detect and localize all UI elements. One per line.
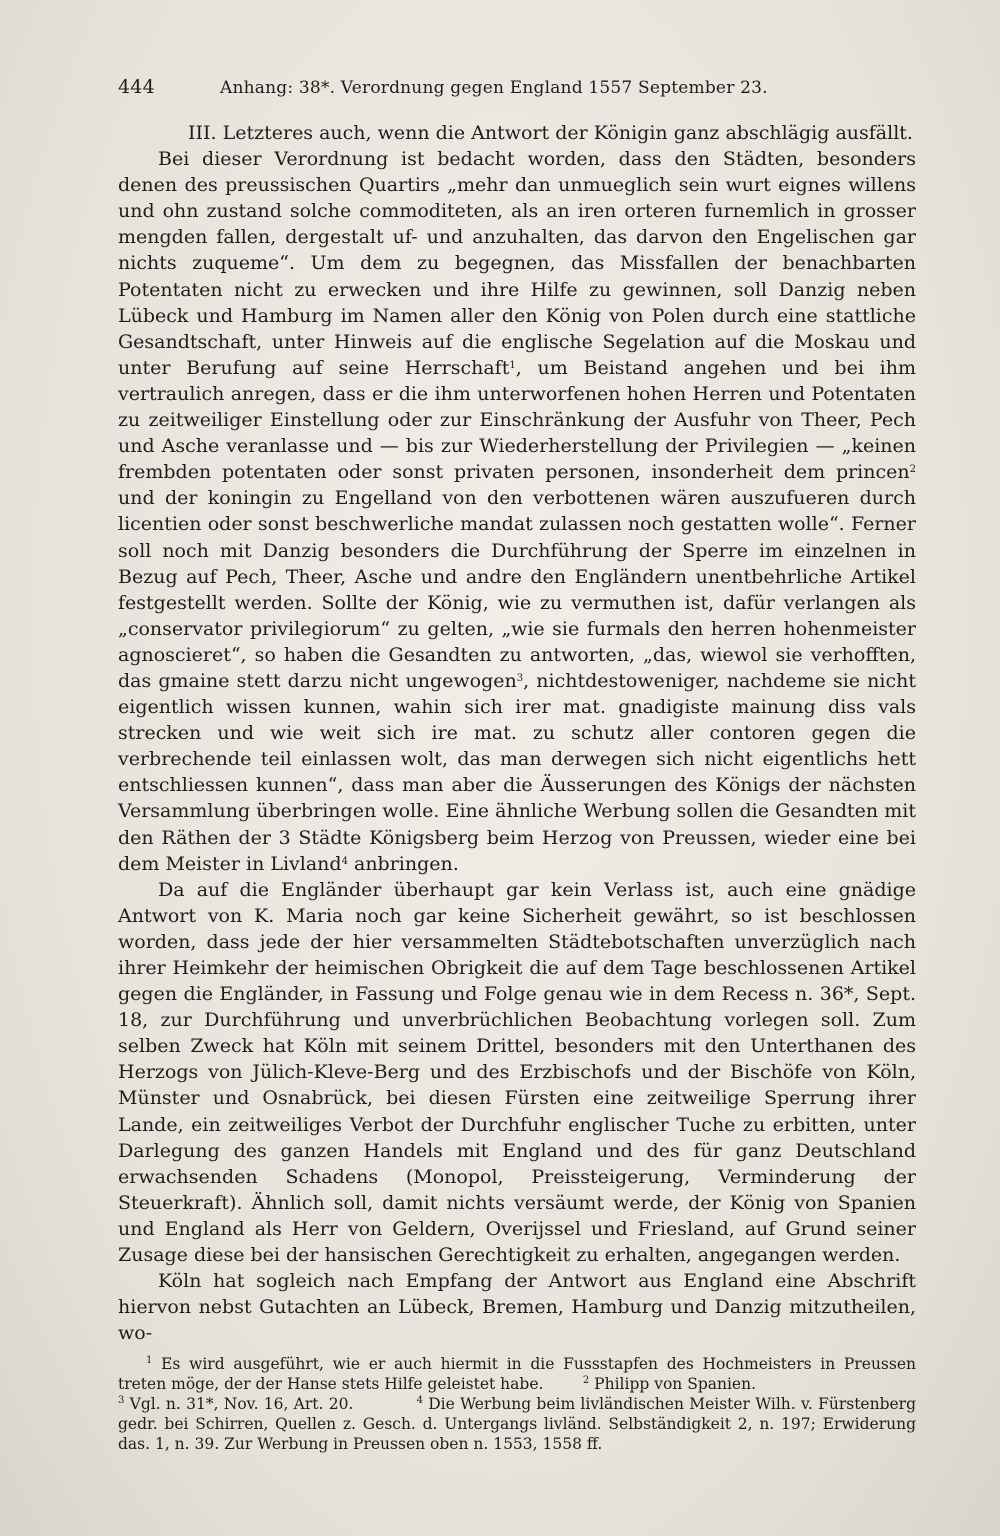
- footnote-number: 1: [146, 1355, 153, 1367]
- footnotes: [118, 1354, 916, 1454]
- footnote-ref-3[interactable]: 3: [516, 672, 524, 684]
- main-text: [118, 120, 916, 1346]
- paragraph-text: anbringen.: [347, 852, 459, 875]
- footnote-ref-2[interactable]: 2: [909, 464, 916, 476]
- footnote-text: Philipp von Spanien.: [589, 1375, 757, 1394]
- footnote-number: 3: [118, 1395, 125, 1407]
- footnote-text: Es wird ausgeführt, wie er auch hiermit in die Fussstapfen des Hochmeisters in Preussen treten möge, der der Hanse stets Hilfe geleistet habe.: [118, 1355, 916, 1394]
- page-number: 444: [118, 76, 155, 98]
- footnote-text: Vgl. n. 31*, Nov. 16, Art. 20.: [124, 1395, 354, 1414]
- footnote-ref-4[interactable]: 4: [341, 855, 348, 867]
- section-iii: III. Letzteres auch, wenn die Antwort der Königin ganz abschlägig ausfällt.: [188, 122, 913, 144]
- page-header: [118, 76, 916, 106]
- paragraph-text: , um Beistand angehen und bei ihm vertraulich anregen, dass er die ihm unterworfenen hohen Herren und Potentaten zu zeitweiliger Einstellung oder zur Einschränkung der Ausfuhr von Theer, Pech und Asche veranlasse und — bis zur Wiederherstellung der Privilegien — „keinen frembden potentaten oder sonst privaten personen, insonderheit dem princen: [118, 356, 916, 484]
- paragraph-text: und der koningin zu Engelland von den verbottenen wären auszufueren durch licentien oder sonst beschwerliche mandat zulassen noch gestatten wolle“. Ferner soll noch mit Danzig besonders die Durchführung der Sperre im einzelnen in Bezug auf Pech, Theer, Asche und andre den Engländern unentbehrliche Artikel festgestellt werden. Sollte der König, wie zu vermuthen ist, dafür verlangen als „conservator privilegiorum“ zu gelten, „wie sie furmals den herren hohenmeister agnoscieret“, so haben die Gesandten zu antworten, „das, wiewol sie verhofften, das gmaine stett darzu nicht ungewogen: [118, 487, 916, 692]
- footnote-number: 2: [582, 1375, 590, 1387]
- footnote-1: [118, 1354, 916, 1394]
- footnote-ref-1[interactable]: 1: [509, 359, 516, 371]
- paragraph-text: , nichtdestoweniger, nachdeme sie nicht eigentlich wissen kunnen, wahin sich irer mat. gnadigiste mainung diss vals strecken und wie weit sich ire mat. zu schutz aller contoren gegen die verbrechende teil einlassen wolt, das man derwegen sich nicht eigentlichs hett entschliessen kunnen“, dass man aber die Äusserungen des Königs der nächsten Versammlung überbringen wolle. Eine ähnliche Werbung sollen die Gesandten mit den Räthen der 3 Städte Königsberg beim Herzog von Preussen, wieder eine bei dem Meister in Livland: [118, 669, 916, 875]
- paragraph-englaender: Da auf die Engländer überhaupt gar kein Verlass ist, auch eine gnädige Antwort von K. Maria noch gar keine Sicherheit gewährt, so ist beschlossen worden, dass jede der hier versammelten Städtebotschaften unverzüglich nach ihrer Heimkehr der heimischen Obrigkeit die auf dem Tage beschlossenen Artikel gegen die Engländer, in Fassung und Folge genau wie in dem Recess n. 36*, Sept. 18, zur Durchführung und unverbrüchlichen Beobachtung vorlegen soll. Zum selben Zweck hat Köln mit seinem Drittel, besonders mit den Unterthanen des Herzogs von Jülich-Kleve-Berg und des Erzbischofs und der Bischöfe von Köln, Münster und Osnabrück, bei diesen Fürsten eine zeitweilige Sperrung ihrer Lande, ein zeitweiliges Verbot der Durchfuhr englischer Tuche zu erbitten, unter Darlegung des ganzen Handels mit England und des für ganz Deutschland erwachsenden Schadens (Monopol, Preissteigerung, Verminderung der Steuerkraft). Ähnlich soll, damit nichts versäumt werde, der König von Spanien und England als Herr von Geldern, Overijssel und Friesland, auf Grund seiner Zusage diese bei der hansischen Gerechtigkeit zu erhalten, angegangen werden.: [118, 878, 916, 1267]
- paragraph-ordinance: [118, 146, 916, 877]
- footnote-text: Die Werbung beim livländischen Meister Wilh. v. Fürstenberg gedr. bei Schirren, Quellen z. Gesch. d. Untergangs livländ. Selbständigkeit 2, n. 197; Erwiderung das. 1, n. 39. Zur Werbung in Preussen oben n. 1553, 1558 ff.: [118, 1395, 917, 1454]
- footnote-3-4: [118, 1394, 916, 1454]
- paragraph-koeln: Köln hat sogleich nach Empfang der Antwort aus England eine Abschrift hiervon nebst Gutachten an Lübeck, Bremen, Hamburg und Danzig mitzutheilen, wo-: [118, 1270, 916, 1345]
- running-head: Anhang: 38*. Verordnung gegen England 1557 September 23.: [220, 78, 768, 98]
- paragraph-text: Bei dieser Verordnung ist bedacht worden, dass den Städten, besonders denen des preussischen Quartirs „mehr dan unmueglich sein wurt eignes willens und ohn zustand solche commoditeten, als an iren orteren furnemlich in grosser mengden fallen, dergestalt uf- und anzuhalten, das darvon den Engelischen gar nichts zuqueme“. Um dem zu begegnen, das Missfallen der benachbarten Potentaten nicht zu erwecken und ihre Hilfe zu gewinnen, soll Danzig neben Lübeck und Hamburg im Namen aller den König von Polen durch eine stattliche Gesandtschaft, unter Hinweis auf die englische Segelation auf die Moskau und unter Berufung auf seine Herrschaft: [118, 148, 916, 379]
- footnote-number: 4: [416, 1395, 423, 1407]
